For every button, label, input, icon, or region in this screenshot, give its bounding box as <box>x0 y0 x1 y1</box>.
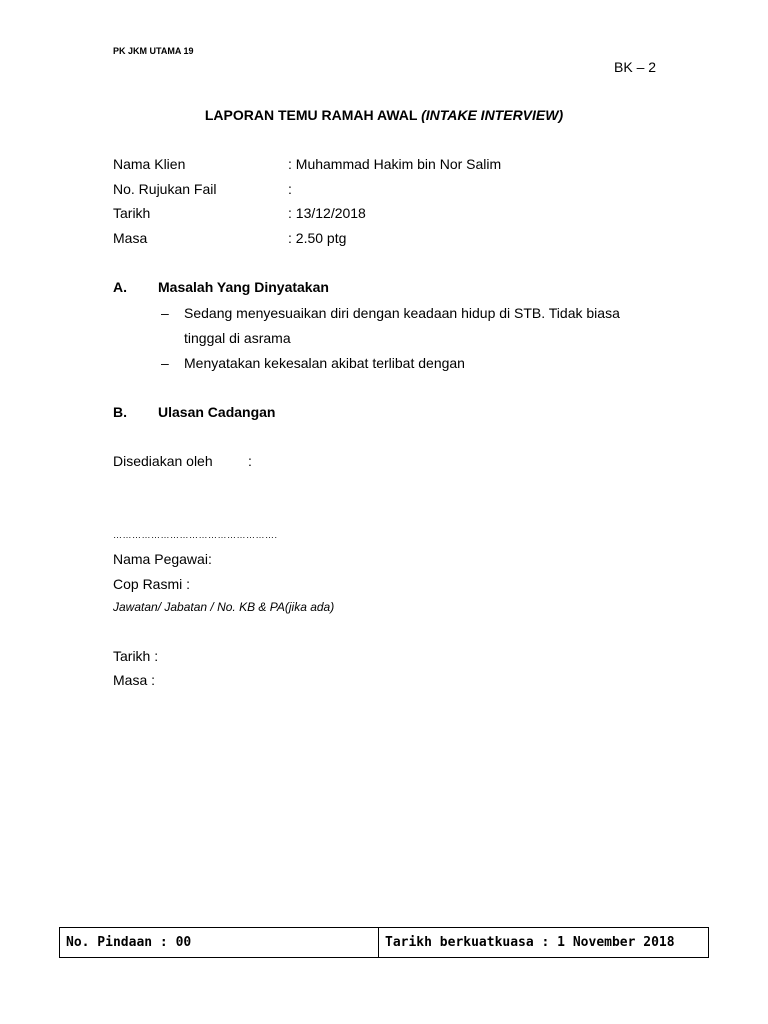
bullet-1-line-1: Sedang menyesuaikan diri dengan keadaan hidup di STB. Tidak biasa <box>184 305 620 321</box>
prepared-by-label: Disediakan oleh <box>113 453 213 469</box>
file-ref-label: No. Rujukan Fail <box>113 181 217 197</box>
client-name-value: : Muhammad Hakim bin Nor Salim <box>288 156 502 172</box>
date-label: Tarikh <box>113 205 151 221</box>
bullet-marker: – <box>161 355 169 371</box>
form-code: PK JKM UTAMA 19 <box>113 46 194 56</box>
position-note: Jawatan/ Jabatan / No. KB & PA(jika ada) <box>113 600 335 614</box>
bullet-1-line-2: tinggal di asrama <box>184 330 291 346</box>
section-a-title: Masalah Yang Dinyatakan <box>158 279 329 295</box>
effective-date: Tarikh berkuatkuasa : 1 November 2018 <box>385 935 675 950</box>
title-italic: (INTAKE INTERVIEW) <box>421 107 564 123</box>
date-value: : 13/12/2018 <box>288 205 366 221</box>
time-value: : 2.50 ptg <box>288 230 347 246</box>
bullet-marker: – <box>161 305 169 321</box>
bullet-2-line-1: Menyatakan kekesalan akibat terlibat dengan <box>184 355 465 371</box>
amendment-number: No. Pindaan : 00 <box>60 928 379 957</box>
section-b-title: Ulasan Cadangan <box>158 404 276 420</box>
official-stamp-label: Cop Rasmi : <box>113 576 191 592</box>
page-code: BK – 2 <box>614 59 657 75</box>
prepared-by-colon: : <box>248 453 252 469</box>
document-title <box>0 107 768 123</box>
section-b-number: B. <box>113 404 127 420</box>
file-ref-value: : <box>288 181 292 197</box>
time-label: Masa <box>113 230 148 246</box>
section-a-number: A. <box>113 279 127 295</box>
signature-time-label: Masa : <box>113 672 156 688</box>
footer-table <box>59 927 709 958</box>
signature-line: ……………………………………………. <box>113 530 278 540</box>
client-name-label: Nama Klien <box>113 156 186 172</box>
signature-date-label: Tarikh : <box>113 648 159 664</box>
title-main: LAPORAN TEMU RAMAH AWAL <box>204 107 418 123</box>
officer-name-label: Nama Pegawai: <box>113 551 212 567</box>
